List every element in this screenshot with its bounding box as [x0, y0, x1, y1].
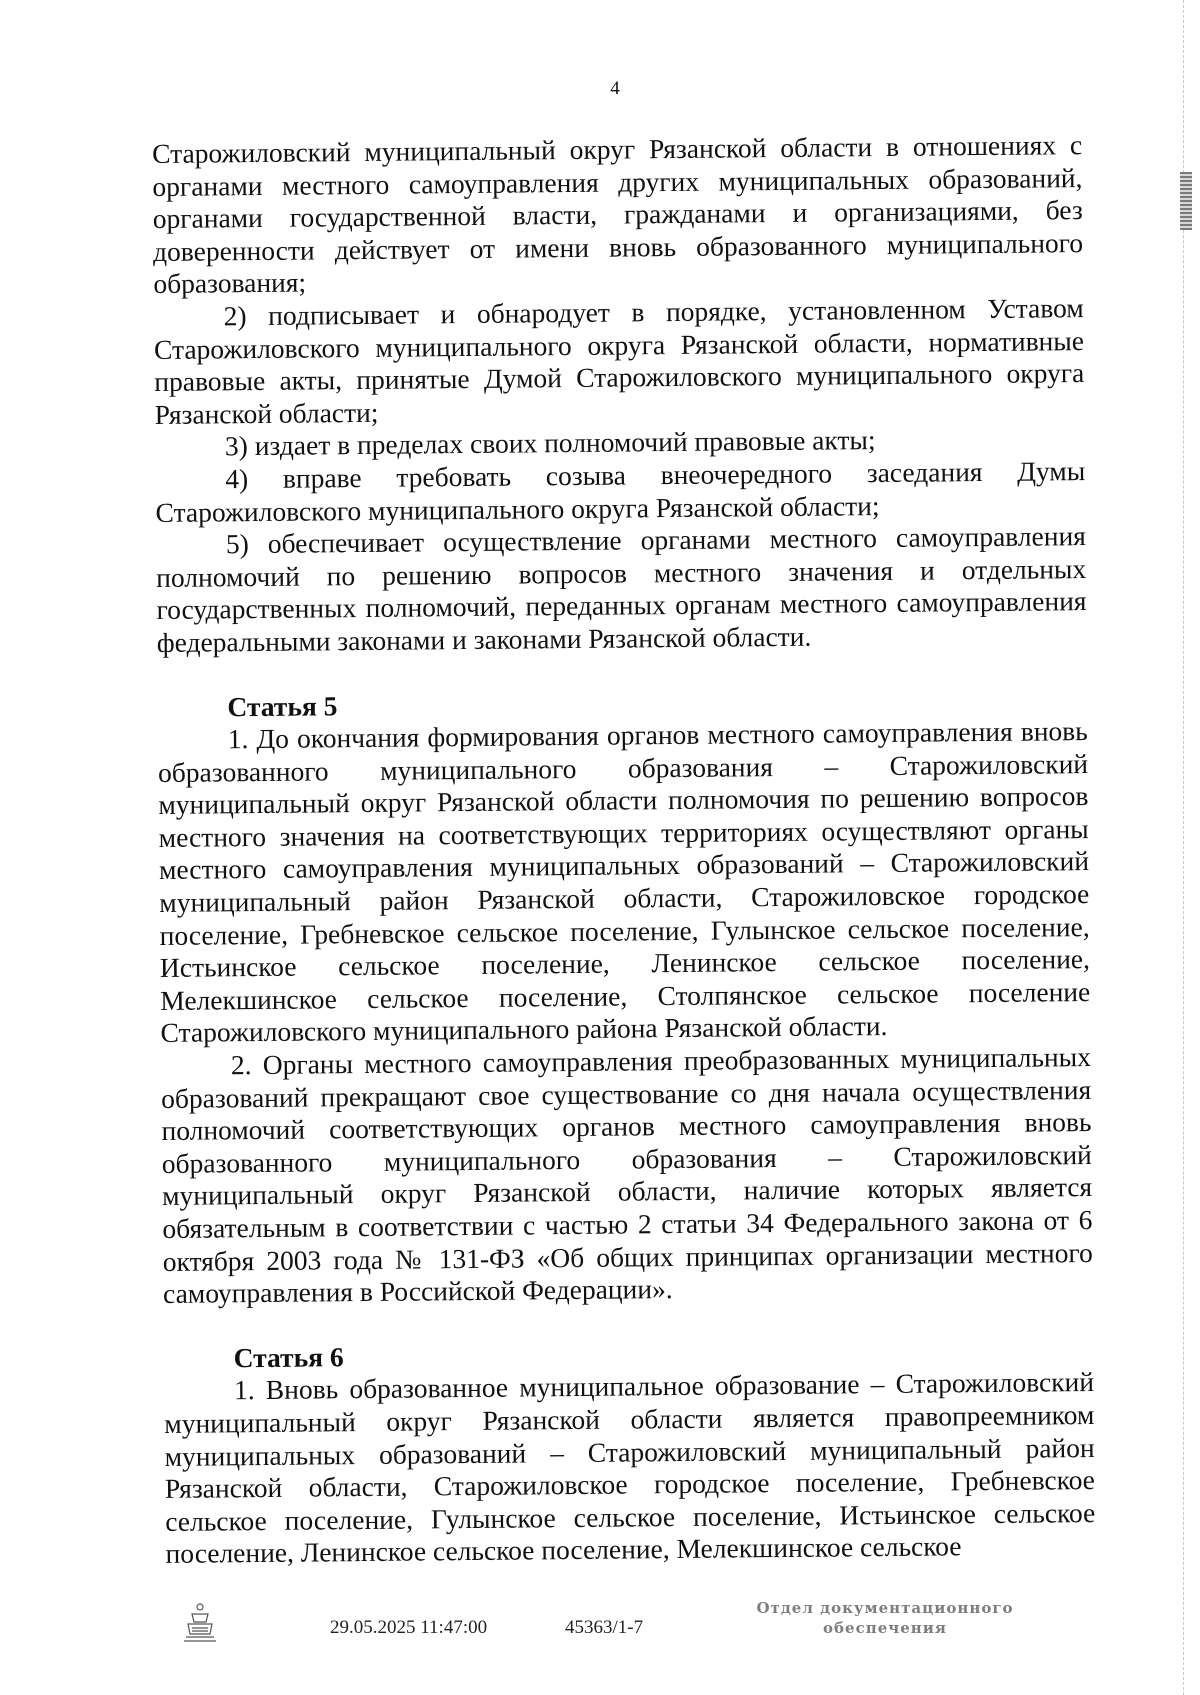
stamp-line-2: обеспечения [823, 1619, 947, 1637]
footer-document-code: 45363/1-7 [565, 1617, 644, 1638]
article-6-paragraph-1: 1. Вновь образованное муниципальное образование – Старожиловский муниципальный округ Рязанской области является правопреемником муниципальных образований – Старожиловский муниципальный район Рязанской области, Старожиловское городское поселение, Гребневское сельское поселение, Гулынское сельское поселение, Истьинское сельское поселение, Ленинское сельское поселение, Мелекшинское сельское [164, 1366, 1096, 1570]
paragraph-item-5: 5) обеспечивает осуществление органами местного самоуправления полномочий по решению вопросов местного значения и отдельных государственных полномочий, переданных органам местного самоуправления федеральными законами и законами Рязанской области. [156, 520, 1087, 658]
paragraph-item-3: 3) издает в пределах своих полномочий правовые акты; [224, 424, 876, 462]
document-body [152, 129, 1096, 1571]
paragraph-item-2: 2) подписывает и обнародует в порядке, установленном Уставом Старожиловского муниципального округа Рязанской области, нормативные правовые акты, принятые Думой Старожиловского муниципального округа Рязанской области; [153, 292, 1085, 430]
department-stamp [740, 1598, 1030, 1638]
emblem-icon [180, 1600, 220, 1646]
article-5-heading: Статья 5 [227, 689, 338, 722]
scan-edge-strip [1183, 0, 1188, 1695]
article-5-paragraph-2: 2. Органы местного самоуправления преобразованных муниципальных образований прекращают свое существование со дня начала осуществления полномочий соответствующих органов местного самоуправления вновь образованного муниципального образования – Старожиловский муниципальный округ Рязанской области, наличие которых является обязательным в соответствии с частью 2 статьи 34 Федерального закона от 6 октября 2003 года № 131-ФЗ «Об общих принципах организации местного самоуправления в Российской Федерации». [161, 1041, 1093, 1310]
footer-datetime: 29.05.2025 11:47:00 [330, 1617, 488, 1638]
article-5-paragraph-1: 1. До окончания формирования органов местного самоуправления вновь образованного муниципального образования – Старожиловский муниципальный округ Рязанской области полномочия по решению вопросов местного значения на соответствующих территориях осуществляют органы местного самоуправления муниципальных образований – Старожиловский муниципальный район Рязанской области, Старожиловское городское поселение, Гребневское сельское поселение, Гулынское сельское поселение, Истьинское сельское поселение, Ленинское сельское поселение, Мелекшинское сельское поселение, Столпянское сельское поселение Старожиловского муниципального района Рязанской области. [157, 715, 1091, 1049]
paragraph-item-4: 4) вправе требовать созыва внеочередного заседания Думы Старожиловского муниципального округа Рязанской области; [155, 454, 1086, 528]
page-number: 4 [610, 78, 620, 99]
stamp-line-1: Отдел документационного [756, 1599, 1014, 1617]
scan-edge-mark [1180, 172, 1192, 230]
paragraph-continuation: Старожиловский муниципальный округ Рязанской области в отношениях с органами местного самоуправления других муниципальных образований, органами государственной власти, гражданами и организациями, без доверенности действует от имени вновь образованного муниципального образования; [152, 129, 1084, 300]
article-6-heading: Статья 6 [233, 1340, 344, 1374]
